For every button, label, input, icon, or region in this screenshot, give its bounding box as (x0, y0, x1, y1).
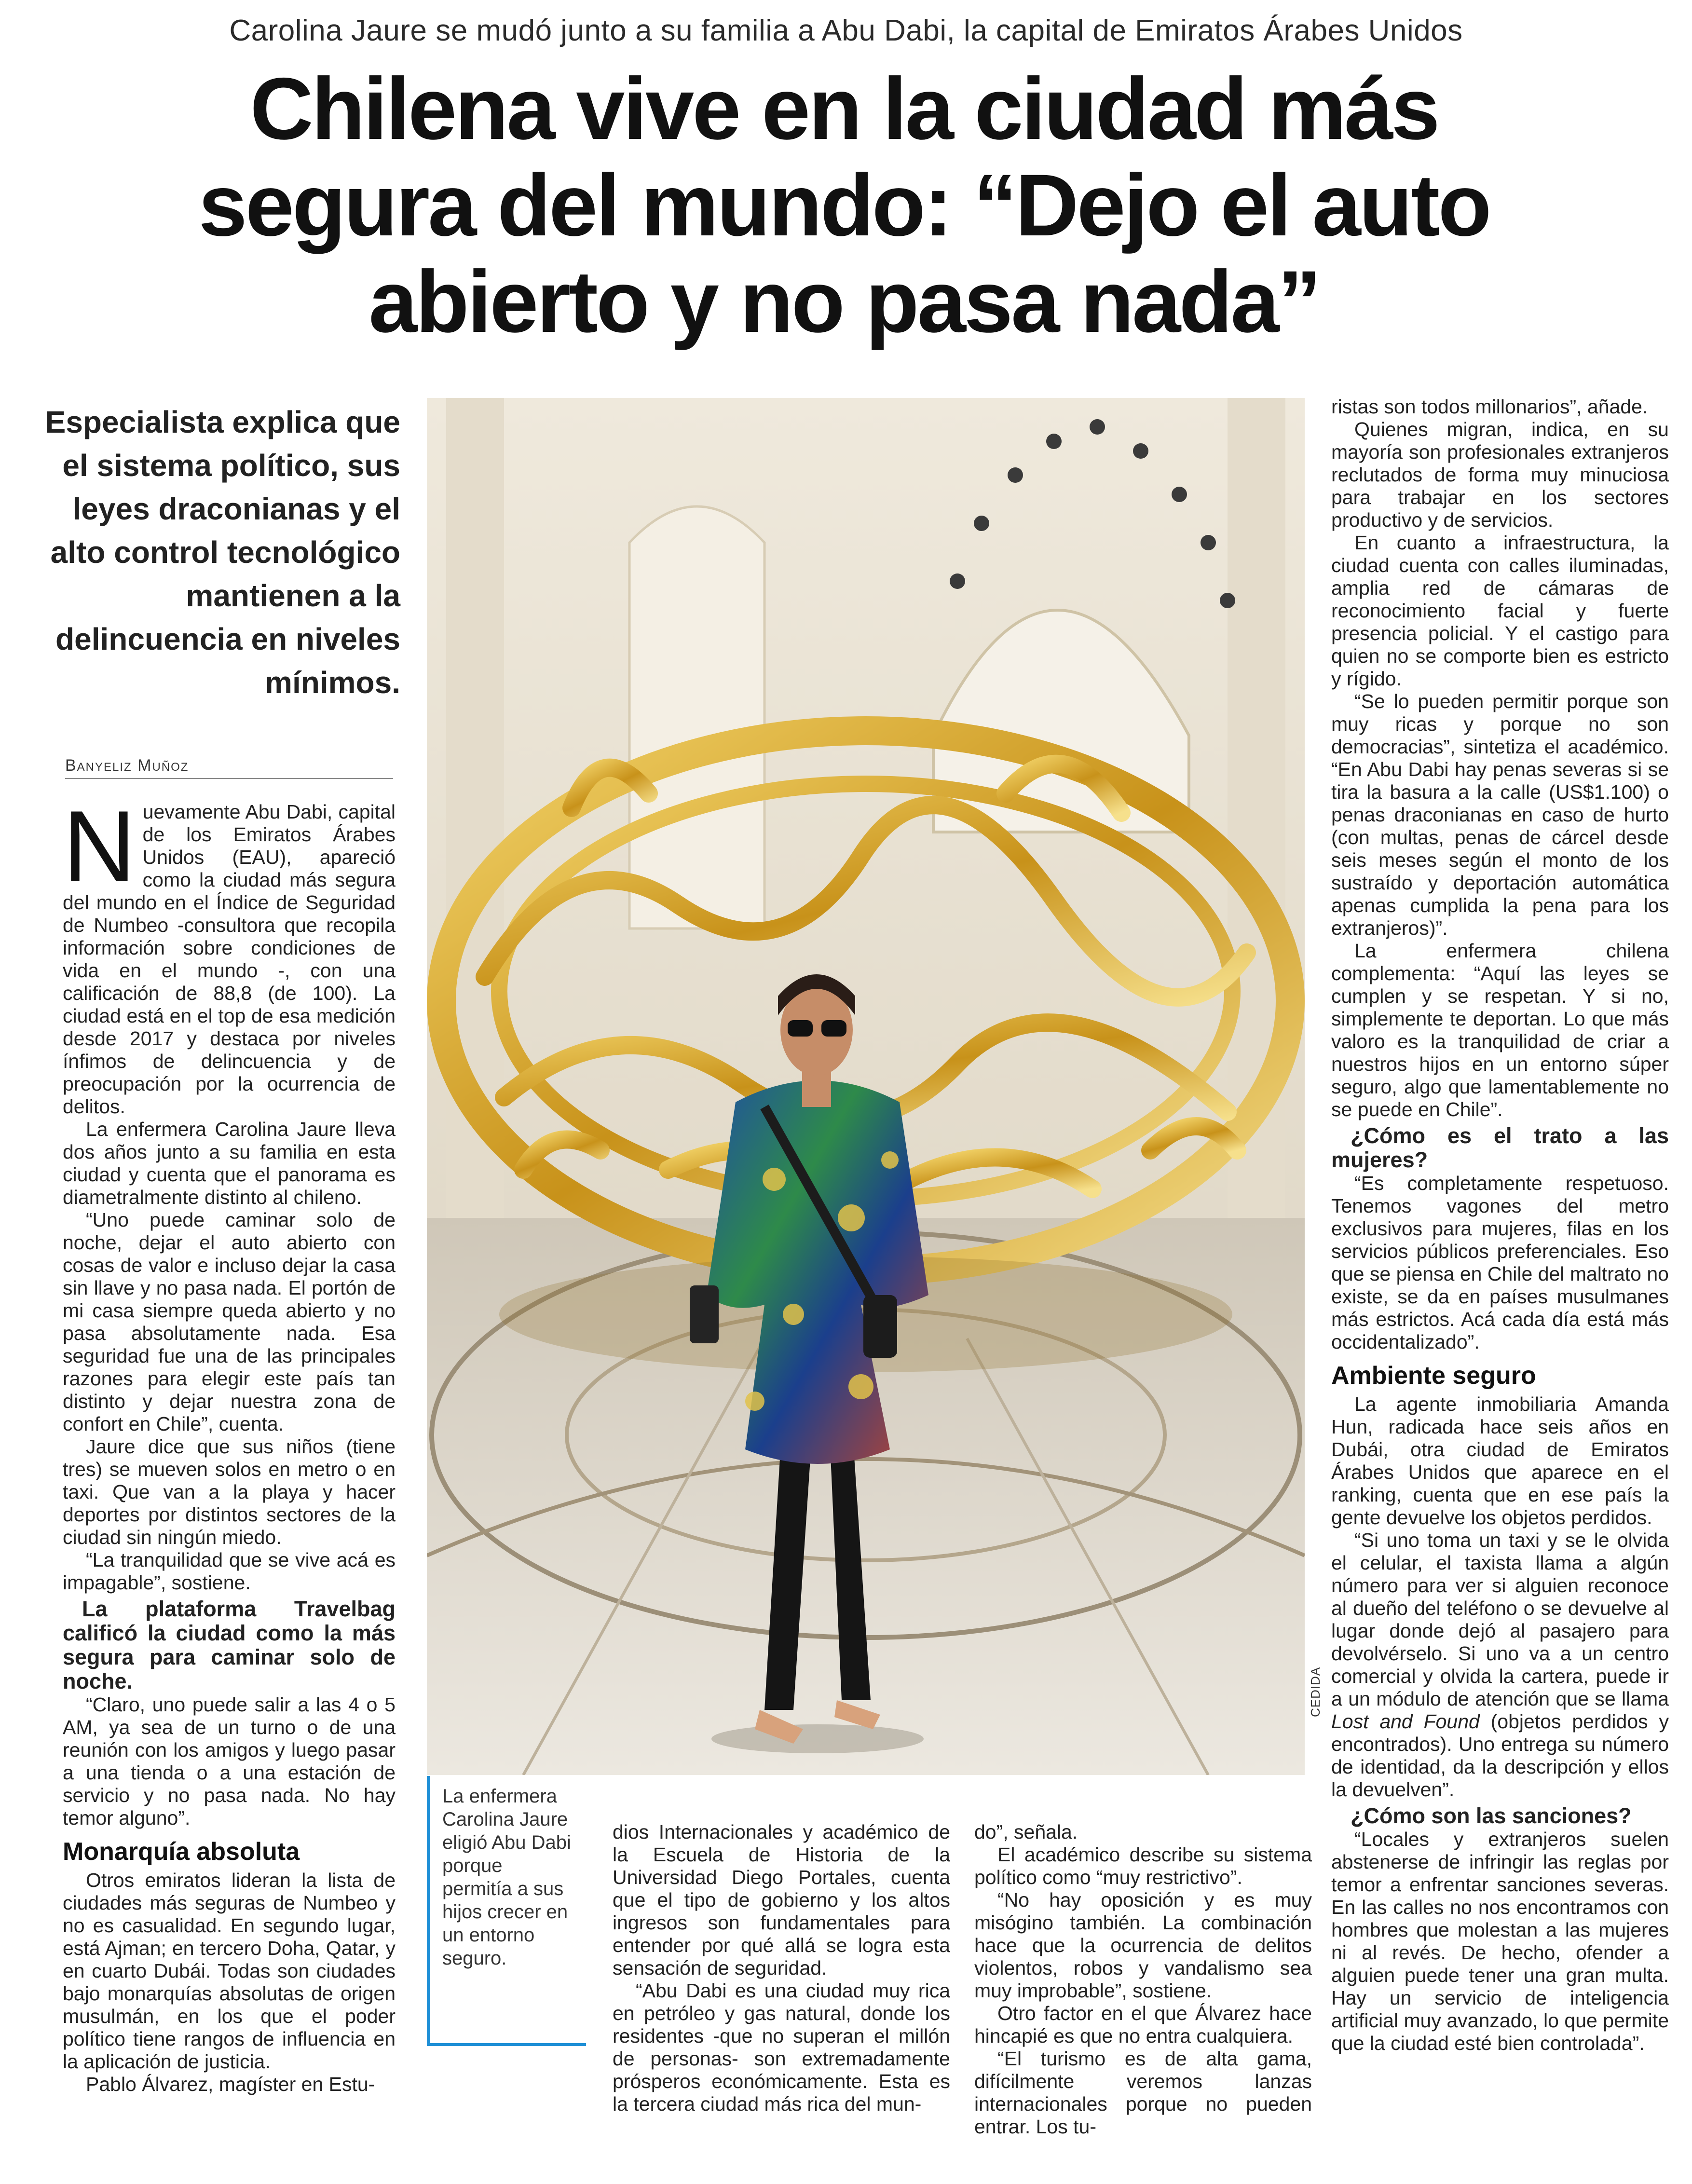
paragraph: “No hay oposición y es muy misógino también. La combinación hace que la ocurrencia de delitos violentos, robos y vandalismo sea muy improbable”, sostiene. (974, 1889, 1312, 2002)
paragraph: dios Internacionales y académico de la Escuela de Historia de la Universidad Diego Portales, cuenta que el tipo de gobierno y los altos ingresos son fundamentales para entender por qué allá se logra esta sensación de seguridad. (613, 1821, 950, 1979)
paragraph: “El turismo es de alta gama, difícilmente veremos lanzas internacionales porque no pueden entrar. Los tu- (974, 2048, 1312, 2138)
paragraph-text: uevamente Abu Dabi, capital de los Emiratos Árabes Unidos (EAU), apareció como la ciudad más segura del mundo en el Índice de Seguridad de Numbeo -consultora que recopila información sobre condiciones de vida en el mundo -, con una calificación de 88,8 (de 100). La ciudad está en el top de esa medición desde 2017 y destaca por niveles ínfimos de delincuencia y de preocupación por la ocurrencia de delitos. (63, 801, 396, 1118)
headline (72, 60, 1616, 350)
section-heading: Ambiente seguro (1331, 1362, 1536, 1390)
photo-credit: CEDIDA (1308, 1666, 1323, 1717)
paragraph: Quienes migran, indica, en su mayoría son profesionales extranjeros reclutados de forma muy minuciosa para trabajar en los sectores productivo y de servicios. (1331, 418, 1669, 531)
kicker: Carolina Jaure se mudó junto a su familia a Abu Dabi, la capital de Emiratos Árabes Unidos (229, 14, 1463, 47)
article-column-4 (1331, 396, 1669, 2055)
article-column-2 (613, 1821, 950, 2116)
drop-cap: N (63, 790, 136, 903)
emphasis-text: Lost and Found (1331, 1710, 1480, 1733)
headline-line-1: Chilena vive en la ciudad más (250, 59, 1438, 158)
interview-question: ¿Cómo es el trato a las mujeres? (1331, 1123, 1669, 1172)
paragraph (1331, 1529, 1669, 1801)
paragraph: “Locales y extranjeros suelen abstenerse de infringir las reglas por temor a enfrentar sanciones severas. En las calles no nos encontramos con hombres que molestan a las mujeres ni al revés. De hecho, ofender a alguien puede tener una gran multa. Hay un servicio de inteligencia artificial muy avanzado, lo que permite que la ciudad esté bien controlada”. (1331, 1828, 1669, 2054)
headline-line-2: segura del mundo: “Dejo el auto (198, 156, 1490, 254)
paragraph: “Abu Dabi es una ciudad muy rica en petróleo y gas natural, donde los residentes -que no superan el millón de personas- son extremadamente prósperos económicamente. Esta es la tercera ciudad más rica del mun- (613, 1979, 950, 2115)
paragraph: ristas son todos millonarios”, añade. (1331, 396, 1648, 418)
section-heading: Monarquía absoluta (63, 1838, 300, 1866)
paragraph: “Es completamente respetuoso. Tenemos vagones del metro exclusivos para mujeres, filas en los servicios públicos preferenciales. Eso que se piensa en Chile del maltrato no existe, se da en países musulmanes más estrictos. Acá cada día está más occidentalizado”. (1331, 1172, 1669, 1353)
headline-line-3: abierto y no pasa nada” (368, 252, 1320, 351)
paragraph: Otros emiratos lideran la lista de ciudades más seguras de Numbeo y no es casualidad. En segundo lugar, está Ajman; en tercero Doha, Qatar, y en cuarto Dubái. Todas son ciudades bajo monarquías absolutas de origen musulmán, en los que el poder político tiene rangos de influencia en la aplicación de justicia. (63, 1869, 396, 2073)
paragraph: La enfermera Carolina Jaure lleva dos años junto a su familia en esta ciudad y cuenta que el panorama es diametralmente distinto al chileno. (63, 1118, 396, 1208)
paragraph: Otro factor en el que Álvarez hace hincapié es que no entra cualquiera. (974, 2002, 1312, 2047)
paragraph: El académico describe su sistema político como “muy restrictivo”. (974, 1843, 1312, 1888)
interview-question: ¿Cómo son las sanciones? (1351, 1803, 1632, 1828)
paragraph-text: “Si uno toma un taxi y se le olvida el celular, el taxista llama a algún número para ver si alguien reconoce al dueño del teléfono o se devuelve al lugar donde dejó al pasajero para devolvérselo. Si uno va a un centro comercial y olvida la cartera, puede ir a un módulo de atención que se llama (1331, 1529, 1669, 1710)
paragraph: “Uno puede caminar solo de noche, dejar el auto abierto con cosas de valor e incluso dejar la casa sin llave y no pasa nada. El portón de mi casa siempre queda abierto y no pasa absolutamente nada. Esa seguridad fue una de las principales razones para elegir este país tan distinto y dejar nuestra zona de confort en Chile”, cuenta. (63, 1209, 396, 1435)
photo-caption: La enfermera Carolina Jaure eligió Abu Dabi porque permitía a sus hijos crecer en un entorno seguro. (427, 1776, 586, 2046)
byline: Banyeliz Muñoz (65, 756, 393, 779)
paragraph-text: (objetos perdidos y encontrados). Uno entrega su número de identidad, da la descripción y ellos la devuelven”. (1331, 1710, 1669, 1801)
interview-question: La plataforma Travelbag calificó la ciudad como la más segura para caminar solo de noche. (63, 1597, 396, 1693)
paragraph: do”, señala. (974, 1821, 1078, 1843)
paragraph (63, 790, 396, 1118)
paragraph: La agente inmobiliaria Amanda Hun, radicada hace seis años en Dubái, otra ciudad de Emiratos Árabes Unidos que aparece en el ranking, cuenta que en ese país la gente devuelve los objetos perdidos. (1331, 1393, 1669, 1529)
paragraph: En cuanto a infraestructura, la ciudad cuenta con calles iluminadas, amplia red de cámaras de reconocimiento facial y fuerte presencia policial. Y el castigo para quien no se comporte bien es estricto y rígido. (1331, 532, 1669, 690)
paragraph: “La tranquilidad que se vive acá es impagable”, sostiene. (63, 1549, 396, 1594)
subhead: Especialista explica que el sistema político, sus leyes draconianas y el alto control tecnológico mantienen a la delincuencia en niveles mínimos. (45, 405, 400, 700)
article-column-3 (974, 1821, 1312, 2138)
article-photo (427, 398, 1305, 1775)
paragraph: “Claro, uno puede salir a las 4 o 5 AM, ya sea de un turno o de una reunión con los amigos y luego pasar a una tienda o a una estación de servicio y no pasa nada. No hay temor alguno”. (63, 1693, 396, 1829)
paragraph: Pablo Álvarez, magíster en Estu- (86, 2073, 375, 2095)
paragraph: Jaure dice que sus niños (tiene tres) se mueven solos en metro o en taxi. Que van a la playa y hacer deportes por distintos sectores de la ciudad sin ningún miedo. (63, 1435, 396, 1548)
article-column-1 (63, 790, 396, 2096)
paragraph: “Se lo pueden permitir porque son muy ricas y porque no son democracias”, sintetiza el académico. “En Abu Dabi hay penas severas si se tira la basura a la calle (US$1.100) o penas draconianas en caso de hurto (con multas, penas de cárcel desde seis meses según el monto de los sustraído y deportación automática apenas cumplida la pena para los extranjeros)”. (1331, 690, 1669, 939)
paragraph: La enfermera chilena complementa: “Aquí las leyes se cumplen y se respetan. Y si no, simplemente te deportan. Lo que más valoro es la tranquilidad de criar a nuestros hijos en un entorno súper seguro, algo que lamentablemente no se puede en Chile”. (1331, 940, 1669, 1120)
